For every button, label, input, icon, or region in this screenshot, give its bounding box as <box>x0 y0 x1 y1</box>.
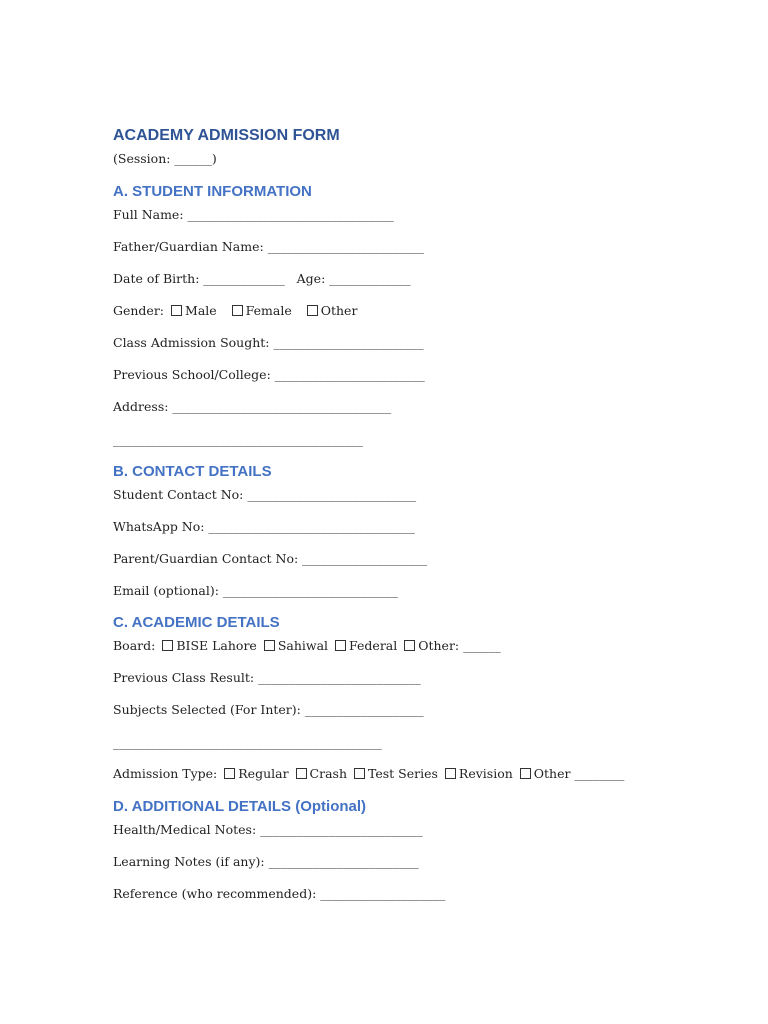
section-a-heading: A. STUDENT INFORMATION <box>113 183 312 200</box>
gender-other-label: Other <box>320 303 358 318</box>
board-other-label: Other: ______ <box>418 638 501 653</box>
whatsapp-field[interactable]: WhatsApp No: _________________________________ <box>113 519 415 534</box>
type-other-checkbox[interactable] <box>520 768 531 779</box>
age-field[interactable]: Age: _____________ <box>296 271 411 286</box>
email-field[interactable]: Email (optional): ____________________________ <box>113 583 398 598</box>
gender-row <box>113 303 357 318</box>
full-name-field[interactable]: Full Name: _________________________________ <box>113 207 394 222</box>
session-line: (Session: ______) <box>113 151 217 166</box>
board-bise-lahore-label: BISE Lahore <box>176 638 257 653</box>
address-line2-field[interactable]: ________________________________________ <box>113 432 363 447</box>
type-test-series-checkbox[interactable] <box>354 768 365 779</box>
dob-field[interactable]: Date of Birth: _____________ <box>113 271 285 286</box>
admission-type-label: Admission Type: <box>113 766 218 781</box>
address-field[interactable]: Address: ___________________________________ <box>113 399 392 414</box>
gender-other-checkbox[interactable] <box>307 305 318 316</box>
board-sahiwal-checkbox[interactable] <box>264 640 275 651</box>
gender-female-label: Female <box>245 303 292 318</box>
reference-field[interactable]: Reference (who recommended): ____________________ <box>113 886 446 901</box>
gender-male-label: Male <box>185 303 217 318</box>
gender-label: Gender: <box>113 303 165 318</box>
parent-contact-field[interactable]: Parent/Guardian Contact No: ____________________ <box>113 551 428 566</box>
dob-age-row <box>113 271 411 286</box>
type-other-label: Other ________ <box>533 766 625 781</box>
board-federal-checkbox[interactable] <box>335 640 346 651</box>
board-federal-label: Federal <box>349 638 398 653</box>
health-notes-field[interactable]: Health/Medical Notes: __________________________ <box>113 822 423 837</box>
subjects-line2-field[interactable]: ___________________________________________ <box>113 735 382 750</box>
type-revision-checkbox[interactable] <box>445 768 456 779</box>
board-label: Board: <box>113 638 156 653</box>
board-bise-lahore-checkbox[interactable] <box>162 640 173 651</box>
previous-result-field[interactable]: Previous Class Result: __________________________ <box>113 670 421 685</box>
board-sahiwal-label: Sahiwal <box>277 638 329 653</box>
type-regular-label: Regular <box>238 766 289 781</box>
type-revision-label: Revision <box>458 766 513 781</box>
section-c-heading: C. ACADEMIC DETAILS <box>113 614 280 631</box>
type-test-series-label: Test Series <box>368 766 438 781</box>
gender-male-checkbox[interactable] <box>171 305 182 316</box>
previous-school-field[interactable]: Previous School/College: ________________________ <box>113 367 425 382</box>
form-title: ACADEMY ADMISSION FORM <box>113 127 340 144</box>
board-row <box>113 638 501 653</box>
type-crash-label: Crash <box>309 766 348 781</box>
section-d-heading: D. ADDITIONAL DETAILS (Optional) <box>113 798 367 815</box>
type-crash-checkbox[interactable] <box>296 768 307 779</box>
board-other-checkbox[interactable] <box>404 640 415 651</box>
learning-notes-field[interactable]: Learning Notes (if any): ________________________ <box>113 854 419 869</box>
gender-female-checkbox[interactable] <box>232 305 243 316</box>
type-regular-checkbox[interactable] <box>224 768 235 779</box>
father-guardian-field[interactable]: Father/Guardian Name: _________________________ <box>113 239 424 254</box>
section-b-heading: B. CONTACT DETAILS <box>113 463 272 480</box>
class-sought-field[interactable]: Class Admission Sought: ________________________ <box>113 335 424 350</box>
subjects-selected-field[interactable]: Subjects Selected (For Inter): ___________________ <box>113 702 424 717</box>
admission-type-row <box>113 766 624 781</box>
student-contact-field[interactable]: Student Contact No: ___________________________ <box>113 487 417 502</box>
